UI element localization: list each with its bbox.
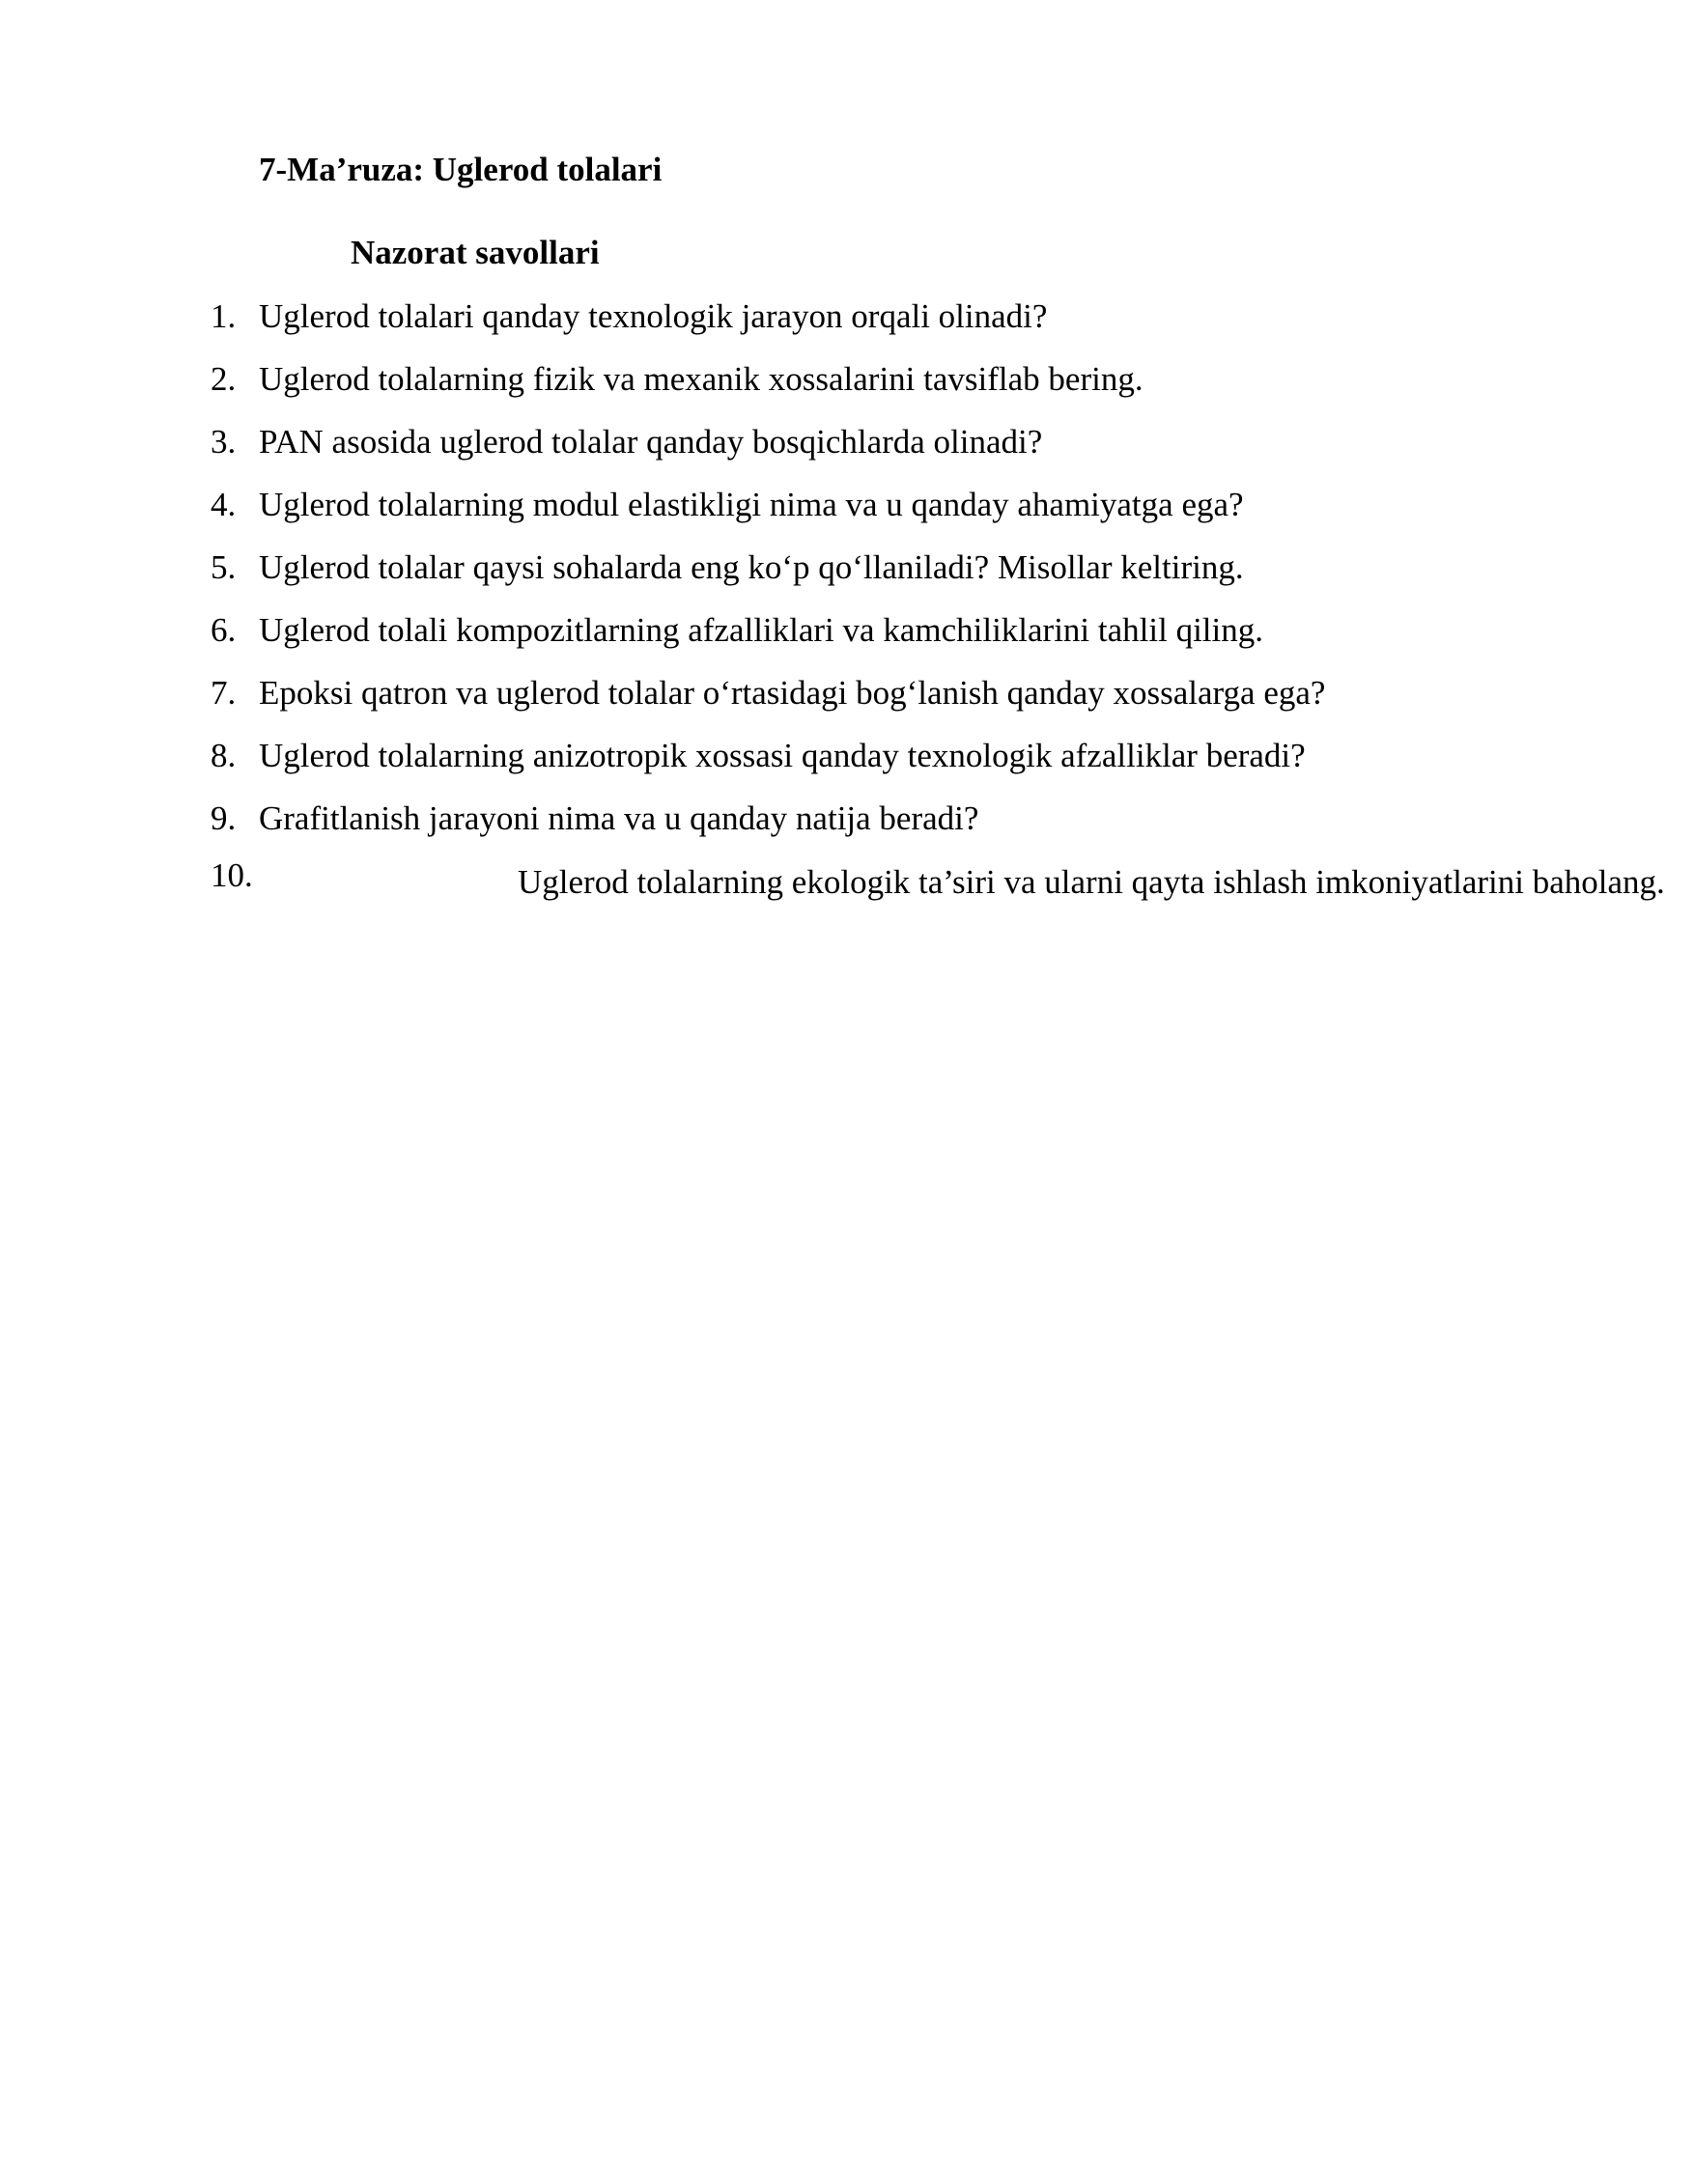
list-item-number: 1.	[211, 297, 237, 335]
list-item-number: 8.	[211, 737, 237, 774]
list-item-number: 3.	[211, 423, 237, 461]
list-item-text: Epoksi qatron va uglerod tolalar o‘rtasidagi bog‘lanish qanday xossalarga ega?	[259, 674, 1326, 712]
list-item-text: Uglerod tolali kompozitlarning afzalliklari va kamchiliklarini tahlil qiling.	[259, 611, 1264, 649]
list-item	[0, 543, 1545, 605]
list-item-number: 10.	[211, 856, 253, 894]
list-item-number: 7.	[211, 674, 237, 712]
list-item	[0, 668, 1545, 731]
list-item-text: Uglerod tolalarning ekologik ta’siri va ularni qayta ishlash imkoniyatlarini baholang.	[518, 863, 1665, 901]
list-item-text: Uglerod tolalarning modul elastikligi nima va u qanday ahamiyatga ega?	[259, 486, 1244, 523]
list-item-text: Uglerod tolalarning anizotropik xossasi qanday texnologik afzalliklar beradi?	[259, 737, 1306, 774]
list-item	[0, 851, 1665, 913]
list-item-number: 4.	[211, 486, 237, 523]
list-item	[0, 794, 1545, 856]
list-item	[0, 354, 1545, 417]
list-item-number: 6.	[211, 611, 237, 649]
list-item	[0, 731, 1545, 794]
list-item	[0, 417, 1545, 480]
list-item-text: Uglerod tolalari qanday texnologik jarayon orqali olinadi?	[259, 297, 1048, 335]
list-item-text: Grafitlanish jarayoni nima va u qanday natija beradi?	[259, 799, 979, 837]
list-item	[0, 292, 1545, 354]
question-list	[0, 292, 1665, 913]
list-item-number: 9.	[211, 799, 237, 837]
list-item-text: Uglerod tolalar qaysi sohalarda eng ko‘p qo‘llaniladi? Misollar keltiring.	[259, 548, 1244, 586]
list-item-number: 5.	[211, 548, 237, 586]
list-item-text: Uglerod tolalarning fizik va mexanik xossalarini tavsiflab bering.	[259, 360, 1143, 398]
list-item	[0, 605, 1545, 668]
list-item-text: PAN asosida uglerod tolalar qanday bosqichlarda olinadi?	[259, 423, 1043, 461]
list-item-number: 2.	[211, 360, 237, 398]
section-heading: Nazorat savollari	[351, 234, 600, 271]
lecture-title: 7-Ma’ruza: Uglerod tolalari	[259, 151, 663, 188]
list-item	[0, 480, 1545, 543]
